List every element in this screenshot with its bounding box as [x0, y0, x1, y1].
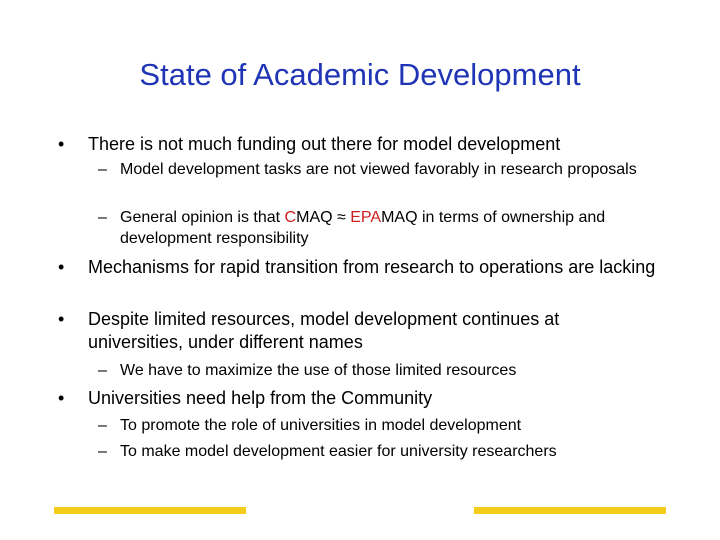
approx-symbol: ≈: [337, 209, 346, 226]
sub-bullet-easier: [98, 441, 678, 462]
sub-bullet-marker: –: [98, 161, 107, 178]
sub-bullet-text: Model development tasks are not viewed favorably in research proposals: [120, 161, 637, 178]
sub-bullet-proposals: [98, 159, 638, 180]
text-run: MAQ: [381, 209, 418, 226]
sub-bullet-text: To make model development easier for university researchers: [120, 443, 557, 460]
bullet-text: There is not much funding out there for model development: [88, 134, 561, 154]
sub-bullet-promote: [98, 415, 658, 436]
footer-bar-right: [474, 507, 666, 514]
text-run: in terms of ownership and development responsibility: [120, 209, 606, 247]
bullet-funding: [58, 133, 658, 156]
bullet-marker: •: [58, 257, 65, 277]
bullet-mechanisms: [58, 256, 668, 279]
text-run: MAQ: [296, 209, 337, 226]
bullet-marker: •: [58, 309, 65, 329]
bullet-text: Universities need help from the Community: [88, 388, 433, 408]
highlight-epa: EPA: [345, 209, 382, 226]
text-run: General opinion is that: [120, 209, 285, 226]
sub-bullet-marker: –: [98, 443, 107, 460]
sub-bullet-maximize: [98, 360, 658, 381]
bullet-limited-resources: [58, 308, 638, 354]
sub-bullet-marker: –: [98, 417, 107, 434]
sub-bullet-text: We have to maximize the use of those limited resources: [120, 362, 517, 379]
bullet-marker: •: [58, 388, 65, 408]
bullet-community: [58, 387, 658, 410]
sub-bullet-marker: –: [98, 362, 107, 379]
sub-bullet-text: To promote the role of universities in model development: [120, 417, 522, 434]
sub-bullet-marker: –: [98, 209, 107, 226]
slide-title: State of Academic Development: [139, 57, 581, 92]
bullet-text: Despite limited resources, model development continues at universities, under different names: [88, 309, 560, 352]
bullet-text: Mechanisms for rapid transition from research to operations are lacking: [88, 257, 656, 277]
footer-bar-left: [54, 507, 246, 514]
bullet-marker: •: [58, 134, 65, 154]
sub-bullet-text: [98, 207, 658, 249]
highlight-c: C: [284, 209, 297, 226]
sub-bullet-ownership: [98, 207, 658, 249]
